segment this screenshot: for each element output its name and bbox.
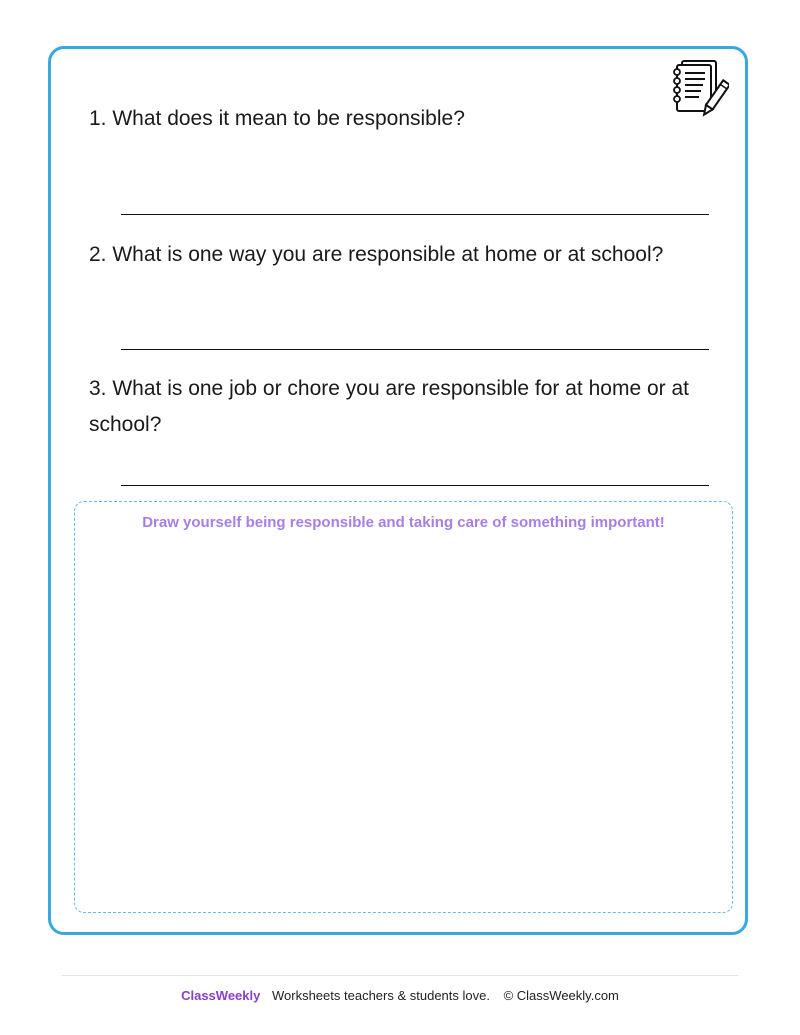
answer-line-3[interactable] xyxy=(121,485,709,486)
footer-copyright: © ClassWeekly.com xyxy=(503,988,619,1003)
question-2: 2. What is one way you are responsible at home or at school? xyxy=(89,243,664,266)
question-3: 3. What is one job or chore you are responsible for at home or at school? xyxy=(89,377,689,436)
answer-line-1[interactable] xyxy=(121,214,709,215)
footer xyxy=(0,988,800,1003)
worksheet-frame xyxy=(48,46,748,935)
drawing-area[interactable] xyxy=(74,501,733,913)
question-1: 1. What does it mean to be responsible? xyxy=(89,107,465,130)
footer-tagline: Worksheets teachers & students love. xyxy=(271,988,490,1003)
footer-brand: ClassWeekly xyxy=(181,988,261,1003)
drawing-prompt: Draw yourself being responsible and taking care of something important! xyxy=(142,514,665,531)
footer-divider xyxy=(62,975,738,976)
answer-line-2[interactable] xyxy=(121,349,709,350)
